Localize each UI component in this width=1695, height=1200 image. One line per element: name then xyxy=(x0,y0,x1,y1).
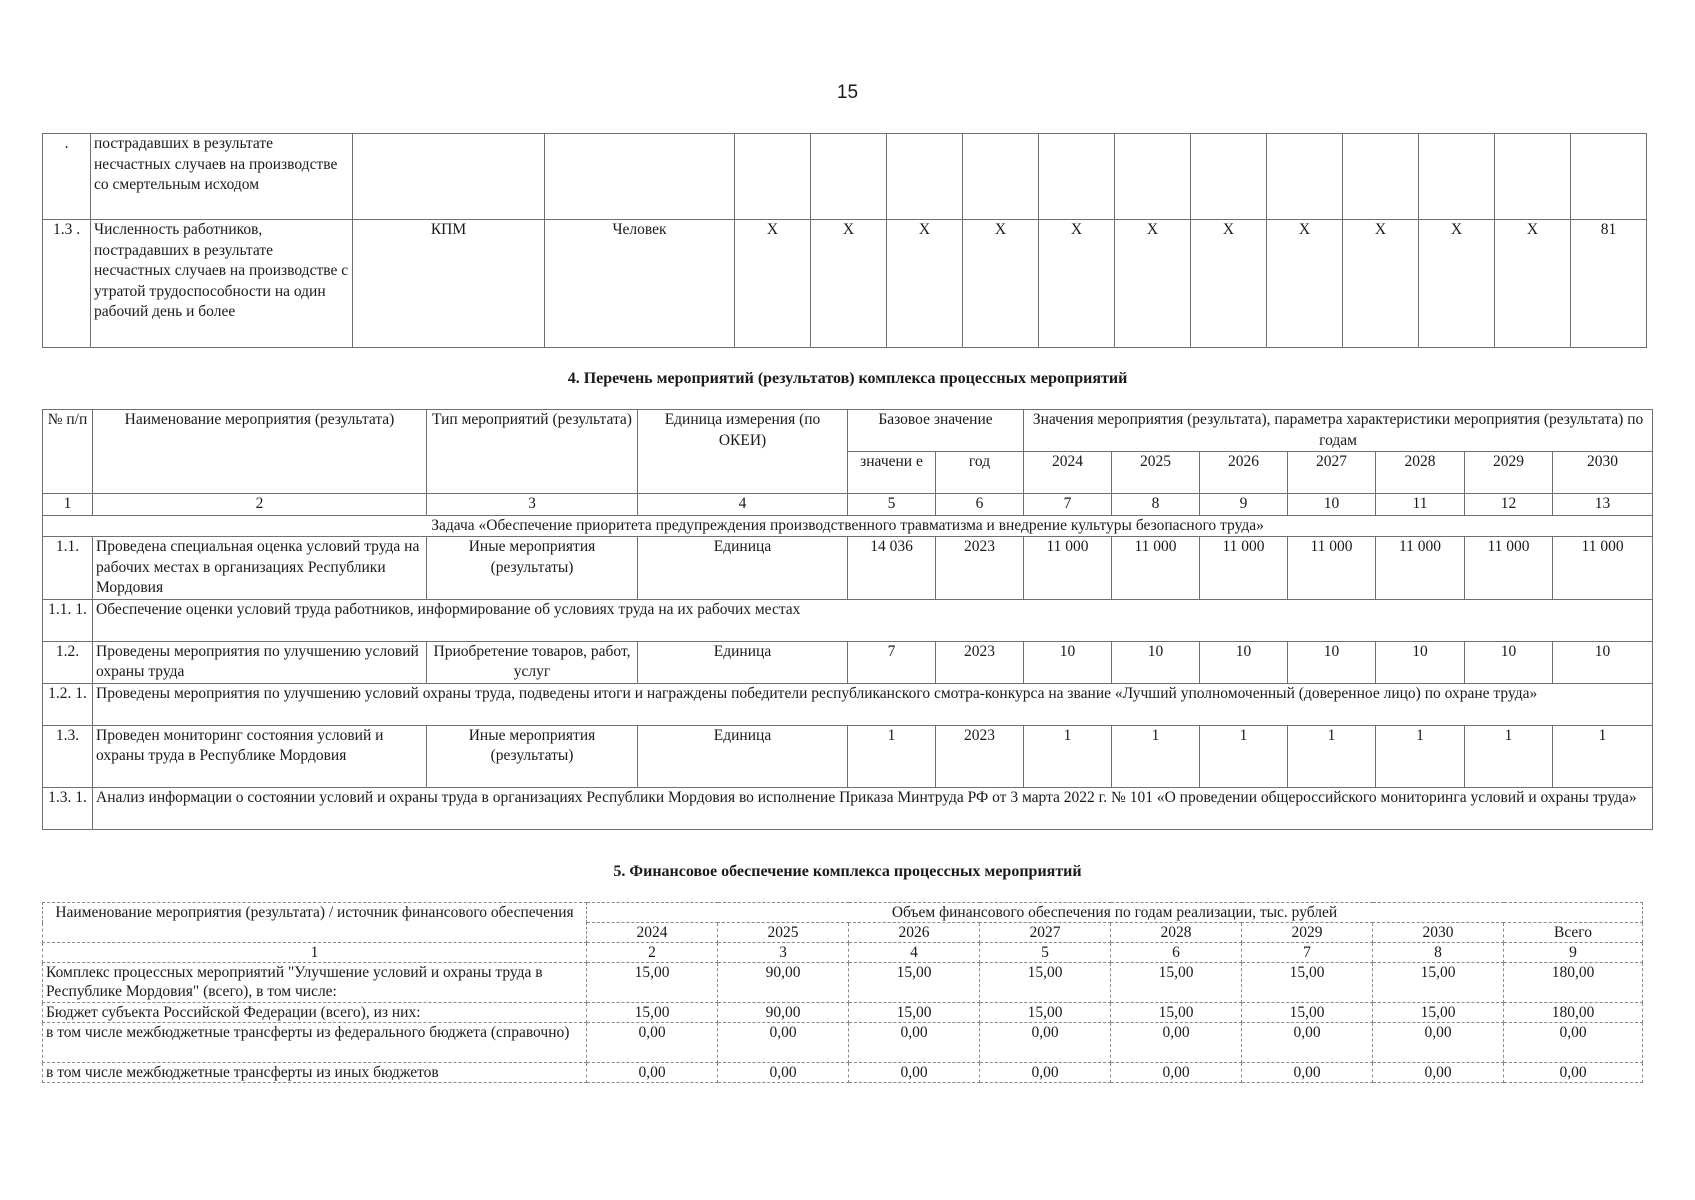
column-number: 9 xyxy=(1504,943,1643,963)
row-number: 1.3. xyxy=(43,725,93,787)
value-cell: Х xyxy=(735,220,811,348)
row-number: 1.2. 1. xyxy=(43,683,93,725)
header-year: 2028 xyxy=(1376,452,1465,494)
value-cell: 10 xyxy=(1553,641,1653,683)
header-unit: Единица измерения (по ОКЕИ) xyxy=(638,410,848,494)
header-year: 2027 xyxy=(1288,452,1376,494)
column-number: 3 xyxy=(718,943,849,963)
indicator-unit: Человек xyxy=(545,220,735,348)
value-cell: 1 xyxy=(1465,725,1553,787)
page-number: 15 xyxy=(836,82,859,103)
column-number: 4 xyxy=(849,943,980,963)
value-cell: 1 xyxy=(1288,725,1376,787)
value-cell: 1 xyxy=(1200,725,1288,787)
value-cell: 1 xyxy=(1553,725,1653,787)
header-name: Наименование мероприятия (результата) / источник финансового обеспечения xyxy=(43,903,587,943)
value-cell: Х xyxy=(963,220,1039,348)
value-cell: 11 000 xyxy=(1200,537,1288,600)
header-row xyxy=(43,903,1643,923)
header-total: Всего xyxy=(1504,923,1643,943)
column-number: 7 xyxy=(1024,494,1112,516)
measure-type: Иные мероприятия (результаты) xyxy=(427,725,638,787)
amount-cell: 15,00 xyxy=(1111,1003,1242,1023)
header-year: 2027 xyxy=(980,923,1111,943)
table-row xyxy=(43,1003,1643,1023)
header-base-value: значени е xyxy=(848,452,936,494)
amount-cell: 0,00 xyxy=(1373,1023,1504,1063)
column-number: 5 xyxy=(848,494,936,516)
value-cell: 1 xyxy=(1024,725,1112,787)
base-year: 2023 xyxy=(936,725,1024,787)
amount-cell: 15,00 xyxy=(1242,963,1373,1003)
column-numbers-row xyxy=(43,943,1643,963)
column-number: 3 xyxy=(427,494,638,516)
header-year: 2029 xyxy=(1242,923,1373,943)
column-number: 1 xyxy=(43,494,93,516)
row-number: . xyxy=(43,134,91,220)
subrow-text: Анализ информации о состоянии условий и охраны труда в организациях Республики Мордовия во исполнение Приказа Минтруда РФ от 3 марта 2022 г. № 101 «О проведении общероссийского мониторинга условий и охраны труда» xyxy=(93,787,1653,829)
value-cell: 10 xyxy=(1112,641,1200,683)
value-cell: 11 000 xyxy=(1024,537,1112,600)
value-cell: Х xyxy=(1419,220,1495,348)
column-number: 2 xyxy=(93,494,427,516)
indicator-name: Численность работников, пострадавших в результате несчастных случаев на производстве с утратой трудоспособности на один рабочий день и более xyxy=(91,220,353,348)
header-name: Наименование мероприятия (результата) xyxy=(93,410,427,494)
value-cell: Х xyxy=(1115,220,1191,348)
header-year: 2026 xyxy=(1200,452,1288,494)
amount-cell: 0,00 xyxy=(1242,1023,1373,1063)
column-number: 10 xyxy=(1288,494,1376,516)
table-row xyxy=(43,599,1653,641)
column-number: 13 xyxy=(1553,494,1653,516)
value-cell: 11 000 xyxy=(1288,537,1376,600)
header-year: 2024 xyxy=(1024,452,1112,494)
value-cell: Х xyxy=(811,220,887,348)
value-cell: 10 xyxy=(1376,641,1465,683)
amount-cell: 0,00 xyxy=(1373,1063,1504,1083)
value-cell: 1 xyxy=(1376,725,1465,787)
row-number: 1.3 . xyxy=(43,220,91,348)
column-number: 9 xyxy=(1200,494,1288,516)
amount-cell: 15,00 xyxy=(587,963,718,1003)
financing-source: Комплекс процессных мероприятий "Улучшение условий и охраны труда в Республике Мордовия" (всего), в том числе: xyxy=(43,963,587,1003)
amount-cell: 0,00 xyxy=(1242,1063,1373,1083)
amount-cell: 0,00 xyxy=(849,1063,980,1083)
value-cell: 10 xyxy=(1200,641,1288,683)
value-cell: 11 000 xyxy=(1465,537,1553,600)
task-text: Задача «Обеспечение приоритета предупреждения производственного травматизма и внедрение культуры безопасного труда» xyxy=(43,515,1653,537)
column-number: 6 xyxy=(1111,943,1242,963)
column-number: 5 xyxy=(980,943,1111,963)
amount-cell: 0,00 xyxy=(849,1023,980,1063)
amount-cell: 0,00 xyxy=(1111,1063,1242,1083)
table-row xyxy=(43,1063,1643,1083)
amount-cell: 15,00 xyxy=(849,1003,980,1023)
header-year: 2026 xyxy=(849,923,980,943)
amount-cell: 0,00 xyxy=(980,1063,1111,1083)
section-4-title: 4. Перечень мероприятий (результатов) комплекса процессных мероприятий xyxy=(567,370,1128,387)
amount-cell: 0,00 xyxy=(587,1063,718,1083)
header-year: 2028 xyxy=(1111,923,1242,943)
amount-cell: 90,00 xyxy=(718,963,849,1003)
amount-cell: 15,00 xyxy=(1242,1003,1373,1023)
table-row xyxy=(43,220,1647,348)
amount-cell: 0,00 xyxy=(980,1023,1111,1063)
amount-total: 180,00 xyxy=(1504,963,1643,1003)
financing-source: в том числе межбюджетные трансферты из федерального бюджета (справочно) xyxy=(43,1023,587,1063)
subrow-text: Проведены мероприятия по улучшению условий охраны труда, подведены итоги и награждены победители республиканского смотра-конкурса на звание «Лучший уполномоченный (доверенное лицо) по охране труда» xyxy=(93,683,1653,725)
value-cell: 81 xyxy=(1571,220,1647,348)
amount-cell: 0,00 xyxy=(718,1063,849,1083)
row-number: 1.3. 1. xyxy=(43,787,93,829)
amount-total: 0,00 xyxy=(1504,1023,1643,1063)
amount-cell: 15,00 xyxy=(980,963,1111,1003)
column-number: 7 xyxy=(1242,943,1373,963)
header-year: 2030 xyxy=(1553,452,1653,494)
value-cell: Х xyxy=(1495,220,1571,348)
header-base: Базовое значение xyxy=(848,410,1024,452)
measure-name: Проведен мониторинг состояния условий и охраны труда в Республике Мордовия xyxy=(93,725,427,787)
amount-cell: 0,00 xyxy=(1111,1023,1242,1063)
row-number: 1.1. 1. xyxy=(43,599,93,641)
measure-unit: Единица xyxy=(638,641,848,683)
column-number: 4 xyxy=(638,494,848,516)
measure-unit: Единица xyxy=(638,725,848,787)
value-cell: Х xyxy=(1039,220,1115,348)
table-row xyxy=(43,725,1653,787)
amount-cell: 15,00 xyxy=(587,1003,718,1023)
table-row xyxy=(43,787,1653,829)
subrow-text: Обеспечение оценки условий труда работников, информирование об условиях труда на их рабочих местах xyxy=(93,599,1653,641)
row-number: 1.1. xyxy=(43,537,93,600)
financing-table xyxy=(42,902,1643,1083)
section-5-title: 5. Финансовое обеспечение комплекса процессных мероприятий xyxy=(613,863,1082,880)
row-number: 1.2. xyxy=(43,641,93,683)
indicator-type: КПМ xyxy=(353,220,545,348)
indicator-name: пострадавших в результате несчастных случаев на производстве со смертельным исходом xyxy=(91,134,353,220)
measure-type: Приобретение товаров, работ, услуг xyxy=(427,641,638,683)
financing-source: в том числе межбюджетные трансферты из иных бюджетов xyxy=(43,1063,587,1083)
base-year: 2023 xyxy=(936,641,1024,683)
value-cell: 10 xyxy=(1288,641,1376,683)
amount-cell: 15,00 xyxy=(980,1003,1111,1023)
amount-cell: 15,00 xyxy=(1373,963,1504,1003)
financing-source: Бюджет субъекта Российской Федерации (всего), из них: xyxy=(43,1003,587,1023)
value-cell: Х xyxy=(1191,220,1267,348)
amount-total: 180,00 xyxy=(1504,1003,1643,1023)
value-cell: 11 000 xyxy=(1376,537,1465,600)
measure-name: Проведена специальная оценка условий труда на рабочих местах в организациях Республики Мордовия xyxy=(93,537,427,600)
table-row xyxy=(43,134,1647,220)
column-numbers-row xyxy=(43,494,1653,516)
column-number: 8 xyxy=(1373,943,1504,963)
indicators-table-continuation xyxy=(42,133,1647,348)
column-number: 12 xyxy=(1465,494,1553,516)
value-cell: Х xyxy=(887,220,963,348)
base-year: 2023 xyxy=(936,537,1024,600)
header-type: Тип мероприятий (результата) xyxy=(427,410,638,494)
amount-cell: 15,00 xyxy=(1373,1003,1504,1023)
table-row xyxy=(43,963,1643,1003)
amount-cell: 90,00 xyxy=(718,1003,849,1023)
table-row xyxy=(43,641,1653,683)
measure-name: Проведены мероприятия по улучшению условий охраны труда xyxy=(93,641,427,683)
value-cell: 10 xyxy=(1465,641,1553,683)
header-year: 2025 xyxy=(1112,452,1200,494)
header-base-year: год xyxy=(936,452,1024,494)
table-row xyxy=(43,537,1653,600)
amount-cell: 0,00 xyxy=(587,1023,718,1063)
measure-type: Иные мероприятия (результаты) xyxy=(427,537,638,600)
amount-cell: 15,00 xyxy=(1111,963,1242,1003)
value-cell: Х xyxy=(1267,220,1343,348)
column-number: 6 xyxy=(936,494,1024,516)
value-cell: Х xyxy=(1343,220,1419,348)
table-row xyxy=(43,683,1653,725)
header-year: 2030 xyxy=(1373,923,1504,943)
amount-total: 0,00 xyxy=(1504,1063,1643,1083)
column-number: 1 xyxy=(43,943,587,963)
header-year: 2024 xyxy=(587,923,718,943)
value-cell: 11 000 xyxy=(1112,537,1200,600)
measures-table xyxy=(42,409,1653,830)
task-row xyxy=(43,515,1653,537)
header-year: 2029 xyxy=(1465,452,1553,494)
amount-cell: 0,00 xyxy=(718,1023,849,1063)
base-value: 1 xyxy=(848,725,936,787)
base-value: 7 xyxy=(848,641,936,683)
header-year: 2025 xyxy=(718,923,849,943)
value-cell: 10 xyxy=(1024,641,1112,683)
header-values: Значения мероприятия (результата), параметра характеристики мероприятия (результата) по годам xyxy=(1024,410,1653,452)
header-num: № п/п xyxy=(43,410,93,494)
table-row xyxy=(43,1023,1643,1063)
header-row xyxy=(43,410,1653,452)
amount-cell: 15,00 xyxy=(849,963,980,1003)
column-number: 2 xyxy=(587,943,718,963)
header-volume: Объем финансового обеспечения по годам реализации, тыс. рублей xyxy=(587,903,1643,923)
column-number: 11 xyxy=(1376,494,1465,516)
base-value: 14 036 xyxy=(848,537,936,600)
column-number: 8 xyxy=(1112,494,1200,516)
measure-unit: Единица xyxy=(638,537,848,600)
value-cell: 1 xyxy=(1112,725,1200,787)
value-cell: 11 000 xyxy=(1553,537,1653,600)
